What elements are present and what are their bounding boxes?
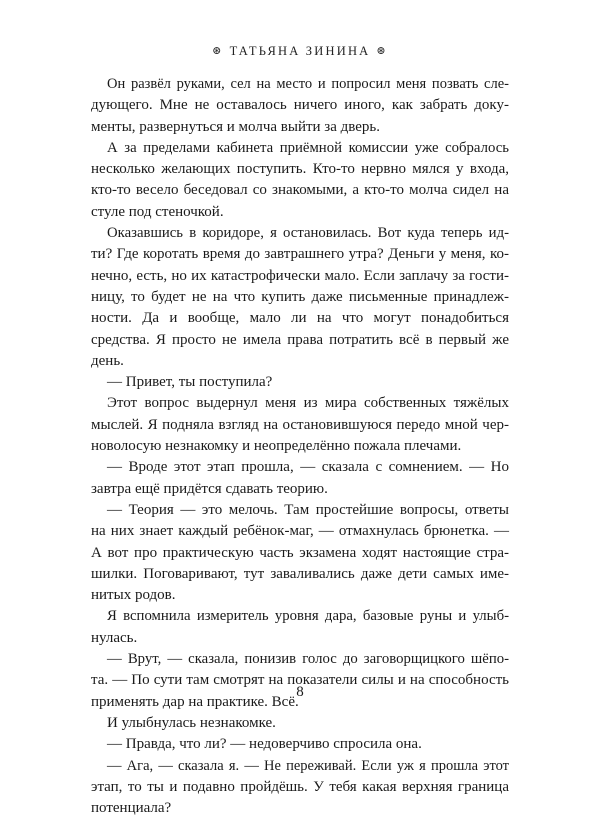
- text-line: на них знает каждый ребёнок-маг, — отмахнулась брюнетка. —: [91, 523, 509, 540]
- text-line: И улыбнулась незнакомке.: [107, 714, 276, 731]
- text-line: ницу, то будет не на что купить даже письменные принадлеж-: [91, 288, 509, 305]
- text-line: — Правда, что ли? — недоверчиво спросила она.: [107, 736, 422, 753]
- text-line: — Теория — это мелочь. Там простейшие вопросы, ответы: [107, 501, 509, 518]
- text-line: ности. Да и вообще, мало ли на что могут понадобиться: [91, 310, 509, 327]
- text-line: — Врут, — сказала, понизив голос до заговорщицкого шёпо-: [107, 651, 509, 668]
- text-line: мыслей. Я подняла взгляд на остановившуюся передо мной чер-: [91, 416, 509, 433]
- text-line: потенциала?: [91, 800, 172, 817]
- text-line: та. — По сути там смотрят на показатели силы и на способность: [91, 672, 509, 689]
- text-line: применять дар на практике. Всё.: [91, 693, 299, 710]
- body-text: [91, 74, 509, 819]
- text-line: стуле под стеночкой.: [91, 203, 224, 220]
- text-line: менты, развернуться и молча выйти за дверь.: [91, 118, 381, 135]
- running-head: [0, 44, 600, 59]
- text-line: А за пределами кабинета приёмной комиссии уже собралось: [107, 139, 509, 156]
- author-name: ТАТЬЯНА ЗИНИНА: [229, 44, 371, 58]
- text-line: Оказавшись в коридоре, я остановилась. Вот куда теперь ид-: [107, 225, 509, 242]
- text-line: этап, то ты и подавно пройдёшь. У тебя какая верхняя граница: [91, 778, 509, 795]
- text-line: новолосую незнакомку и неопределённо пожала плечами.: [91, 438, 462, 455]
- text-line: кто-то весело беседовал со знакомыми, а кто-то молча сидел на: [91, 182, 509, 199]
- text-line: день.: [91, 352, 124, 369]
- text-line: А вот про практическую часть экзамена ходят настоящие стра-: [91, 544, 509, 561]
- text-line: средства. Я просто не имела права потратить всё в первый же: [91, 331, 509, 348]
- text-line: — Вроде этот этап прошла, — сказала с сомнением. — Но: [107, 459, 509, 476]
- text-line: Этот вопрос выдернул меня из мира собственных тяжёлых: [107, 395, 509, 412]
- text-line: несколько желающих поступить. Кто-то нервно мялся у входа,: [91, 161, 509, 178]
- page-number: 8: [296, 684, 304, 700]
- text-line: Он развёл руками, сел на место и попросил меня позвать сле-: [107, 76, 509, 92]
- text-line: нитых родов.: [91, 587, 176, 604]
- text-line: ти? Где коротать время до завтрашнего утра? Деньги у меня, ко-: [91, 246, 509, 263]
- text-line: — Ага, — сказала я. — Не переживай. Если уж я прошла этот: [107, 757, 509, 774]
- text-line: нечно, есть, но их катастрофически мало. Если заплачу за гости-: [91, 267, 509, 284]
- text-line: — Привет, ты поступила?: [107, 374, 273, 391]
- ornament-right-icon: ⊛: [376, 45, 388, 57]
- text-line: дующего. Мне не оставалось ничего иного, как забрать доку-: [91, 97, 509, 114]
- text-line: нулась.: [91, 629, 138, 646]
- text-line: шилки. Поговаривают, тут заваливались даже дети самых име-: [91, 565, 509, 582]
- ornament-left-icon: ⊛: [212, 45, 224, 57]
- text-line: Я вспомнила измеритель уровня дара, базовые руны и улыб-: [107, 608, 509, 625]
- text-line: завтра ещё придётся сдавать теорию.: [91, 480, 328, 497]
